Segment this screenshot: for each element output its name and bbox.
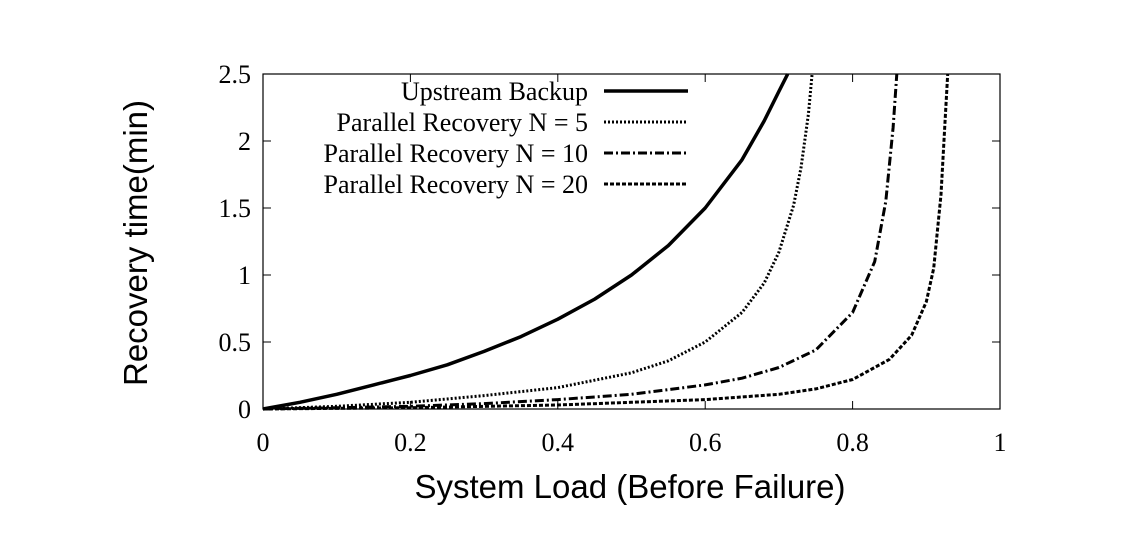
x-axis-title: System Load (Before Failure) — [414, 468, 846, 505]
x-tick-label: 0.6 — [688, 428, 722, 457]
y-tick-label: 1 — [238, 261, 251, 290]
x-tick-label: 0.2 — [394, 428, 427, 457]
legend — [324, 77, 688, 199]
legend-label-1: Upstream Backup — [400, 77, 588, 106]
y-tick-label: 2.5 — [218, 60, 251, 89]
x-tick-label: 1 — [993, 428, 1007, 457]
y-axis-title: Recovery time(min) — [117, 99, 154, 387]
legend-label-2: Parallel Recovery N = 5 — [336, 108, 588, 137]
y-tick-label: 1.5 — [218, 194, 251, 223]
y-tick-label: 0.5 — [218, 328, 251, 357]
legend-label-4: Parallel Recovery N = 20 — [323, 170, 588, 199]
y-tick-label: 0 — [238, 395, 251, 424]
y-tick-label: 2 — [238, 127, 251, 156]
x-tick-label: 0.4 — [541, 428, 575, 457]
x-tick-label: 0 — [256, 428, 270, 457]
legend-label-3: Parallel Recovery N = 10 — [323, 139, 588, 168]
x-tick-label: 0.8 — [836, 428, 869, 457]
